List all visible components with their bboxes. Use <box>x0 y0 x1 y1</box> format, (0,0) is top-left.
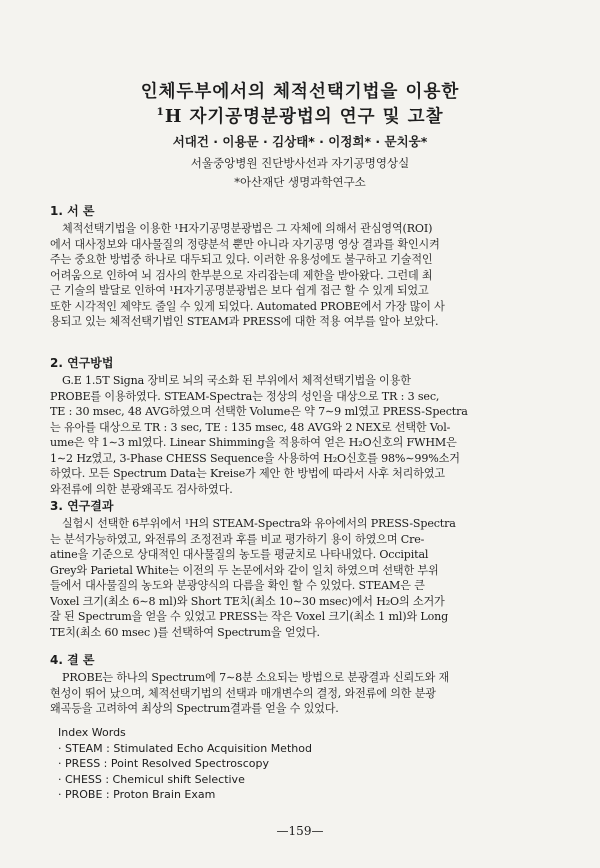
text-line: G.E 1.5T Signa 장비로 뇌의 국소화 된 부위에서 체적선택기법을 이용한 <box>62 374 411 387</box>
text-line: 1∼2 Hz였고, 3-Phase CHESS Sequence을 사용하여 H₂O신호를 98%∼99%소거 <box>50 451 460 465</box>
text-line: 주는 중요한 방법중 하나로 대두되고 있다. 이러한 유용성에도 불구하고 기술적인 <box>50 253 433 266</box>
section-heading: 4. 결 론 <box>50 653 95 667</box>
text-line: 왜곡등을 고려하여 최상의 Spectrum결과를 얻을 수 있었다. <box>50 702 339 715</box>
text-line: 는 분석가능하였고, 와전류의 조정전과 후를 비교 평가하기 용이 하였으며 Cre- <box>50 532 425 546</box>
page-number: —159— <box>276 824 324 838</box>
text-line: PROBE를 이용하였다. STEAM-Spectra는 정상의 성인을 대상으로 TR : 3 sec, <box>50 389 440 403</box>
section-conclusion <box>50 651 565 717</box>
paper-title-line1: 인체두부에서의 체적선택기법을 이용한 <box>140 82 460 102</box>
section-heading: 3. 연구결과 <box>50 499 114 513</box>
text-line: TE : 30 msec, 48 AVG하였으며 선택한 Volume은 약 7∼9 ml였고 PRESS-Spectra <box>50 405 468 418</box>
index-words <box>58 725 558 803</box>
text-line: PROBE는 하나의 Spectrum에 7∼8분 소요되는 방법으로 분광결과 신뢰도와 재 <box>62 671 450 684</box>
section-body <box>50 516 565 640</box>
text-line: 들에서 대사물질의 농도와 분광양식의 다름을 확인 할 수 있었다. STEAM은 큰 <box>50 579 425 592</box>
index-words-heading: Index Words <box>58 726 126 739</box>
section-heading: 2. 연구방법 <box>50 356 114 370</box>
text-line: Voxel 크기(최소 6∼8 ml)와 Short TE치(최소 10∼30 msec)에서 H₂O의 소거가 <box>50 594 445 608</box>
section-body <box>50 670 565 717</box>
text-line: 체적선택기법을 이용한 ¹H자기공명분광법은 그 자체에 의해서 관심영역(ROI) <box>62 222 433 235</box>
section-heading: 1. 서 론 <box>50 204 95 218</box>
text-line: 용되고 있는 체적선택기법인 STEAM과 PRESS에 대한 적용 여부를 알아 보았다. <box>50 315 439 328</box>
author-list: 서대건 · 이용문 · 김상태* · 이정희* · 문치웅* <box>172 134 428 149</box>
text-line: 실험시 선택한 6부위에서 ¹H의 STEAM-Spectra와 유아에서의 PRESS-Spectra <box>62 517 456 530</box>
text-line: 는 유아를 대상으로 TR : 3 sec, TE : 135 msec, 48 AVG와 2 NEX로 선택한 Vol- <box>50 420 451 434</box>
section-introduction <box>50 202 565 330</box>
text-line: 현성이 뛰어 났으며, 체적선택기법의 선택과 매개변수의 결정, 와전류에 의한 분광 <box>50 686 436 700</box>
text-line: ume은 약 1∼3 ml였다. Linear Shimming을 적용하여 얻은 H₂O신호의 FWHM은 <box>50 436 457 449</box>
superscript-one: 1 <box>156 106 165 119</box>
text-line: 잘 된 Spectrum을 얻을 수 있었고 PRESS는 작은 Voxel 크기(최소 1 ml)와 Long <box>50 610 449 623</box>
text-line: TE치(최소 60 msec )를 선택하여 Spectrum을 얻었다. <box>50 625 320 639</box>
index-word-item: · PRESS : Point Resolved Spectroscopy <box>58 757 269 770</box>
index-word-item: · PROBE : Proton Brain Exam <box>58 788 216 801</box>
section-methods <box>50 354 565 497</box>
paper-title-line2 <box>0 103 600 128</box>
index-word-item: · CHESS : Chemicul shift Selective <box>58 772 245 786</box>
affiliation-1: 서울중앙병원 진단방사선과 자기공명영상실 <box>190 156 410 170</box>
text-line: 에서 대사정보와 대사물질의 정량분석 뿐만 아니라 자기공명 영상 결과를 확인시켜 <box>50 237 440 251</box>
index-word-item: · STEAM : Stimulated Echo Acquisition Method <box>58 741 312 755</box>
section-results <box>50 497 565 640</box>
paper-title-line2-text: H 자기공명분광법의 연구 및 고찰 <box>164 107 444 127</box>
section-body <box>50 373 565 497</box>
text-line: 근 기술의 발달로 인하여 ¹H자기공명분광법은 보다 쉽게 접근 할 수 있게 되었고 <box>50 284 429 297</box>
text-line: atine을 기준으로 상대적인 대사물질의 농도를 평균치로 나타내었다. Occipital <box>50 548 429 561</box>
text-line: 또한 시각적인 제약도 줄일 수 있게 되었다. Automated PROBE에서 가장 많이 사 <box>50 299 445 313</box>
section-body <box>50 221 565 330</box>
affiliation-2: *아산재단 생명과학연구소 <box>234 175 366 189</box>
text-line: Grey와 Parietal White는 이전의 두 논문에서와 같이 일치 하였으며 선택한 부위 <box>50 563 439 577</box>
text-line: 하였다. 모든 Spectrum Data는 Kreise가 제안 한 방법에 따라서 사후 처리하였고 <box>50 467 445 480</box>
text-line: 어려움으로 인하여 뇌 검사의 한부분으로 자리잡는데 제한을 받아왔다. 그런데 최 <box>50 268 433 282</box>
text-line: 와전류에 의한 분광왜곡도 검사하였다. <box>50 482 233 496</box>
